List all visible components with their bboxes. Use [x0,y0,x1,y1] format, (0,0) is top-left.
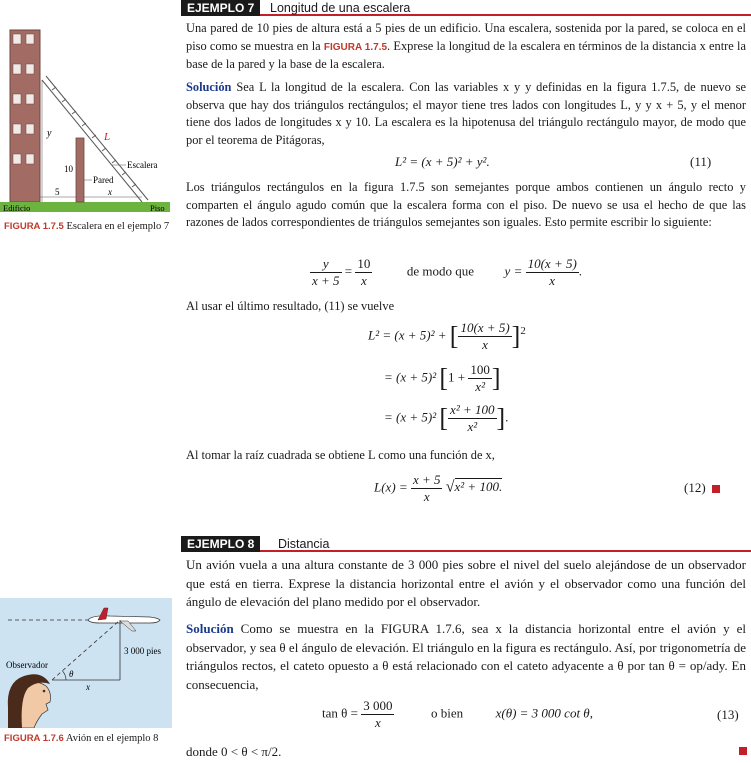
eq13-rhs: x(θ) = 3 000 cot θ, [495,705,593,721]
end-of-example-8-mark [739,747,747,755]
label-x: x [108,187,112,197]
example8-solution [186,620,746,694]
example7-para3: Al usar el último resultado, (11) se vuelve [186,299,395,313]
label-observador: Observador [6,660,48,670]
building-window [26,154,34,164]
ladder-rung [102,148,106,151]
building-window [13,64,21,74]
line2-num: 100 [470,362,490,377]
example8-header-rule [181,550,751,552]
label-piso: Piso [150,203,165,213]
equation-11: L² = (x + 5)² + y². [395,154,490,169]
derivation-line-1: L² = (x + 5)² + [ $\frac{10(x + 5)}{x}$ ]$^2$ [368,320,526,352]
line1-lhs: L² = (x + 5)² + [368,327,447,343]
line2-lhs: = (x + 5)² [384,369,437,385]
ladder-rung [122,172,126,175]
figure-1-7-5 [0,20,175,218]
final-num: x + 5 [412,472,441,487]
example7-solution-label: Solución [186,80,232,94]
line1-num: 10(x + 5) [460,320,510,335]
eq13-den: x [374,715,381,730]
example7-title: Longitud de una escalera [270,1,411,15]
label-pared: Pared [93,175,114,185]
example7-para2: Los triángulos rectángulos en la figura 1.7.5 son semejantes porque ambos contienen un ángulo recto y comparten el ángulo agudo común que la escalera forma con el piso. De nuevo se usa el hecho de que las razones de lados correspondientes de triángulos semejantes son iguales. Esto permite escribir lo siguiente: [186,180,746,230]
equation-13-number: (13) [717,707,739,722]
eq13-o-bien: o bien [430,705,464,721]
line1-den: x [482,337,488,352]
figure-1-7-6-caption [4,732,174,746]
example8-solution-text: Como se muestra en la FIGURA 1.7.6, sea x la distancia horizontal entre el avión y el observador, y sea θ el ángulo de elevación. El triángulo en la figura es rectángulo. Así, por trigonometría de triángulos rectos, el cateto opuesto a θ está relacionado con el cateto adyacente a θ por tan θ = op/ady. En consecuencia, [186,621,747,692]
figure-1-7-6 [0,598,175,728]
building-window [13,124,21,134]
example7-para4: Al tomar la raíz cuadrada se obtiene L como una función de x, [186,448,495,462]
equation-13 [322,698,593,731]
figure-1-7-5-caption-text: Escalera en el ejemplo 7 [66,221,170,232]
building-window [26,124,34,134]
final-root: x² + 100. [454,479,503,495]
example8-domain: donde 0 < θ < π/2. [186,744,282,759]
equation-12-number: (12) [684,480,706,495]
label-five: 5 [55,187,60,197]
similar-lhs-den: x + 5 [312,273,340,288]
y-num: 10(x + 5) [527,256,577,271]
example7-header-rule [181,14,751,16]
eq13-num: 3 000 [363,698,393,713]
building-window [13,154,21,164]
derivation-line-3: = (x + 5)² [ $\frac{\text{x² + 100}}{\text{x²}}$ ]. [384,402,509,434]
building-window [26,94,34,104]
figure-1-7-6-caption-label: FIGURA 1.7.6 [4,733,64,744]
similar-triangles-equation: $\frac{y}{x + 5}$ = $\frac{10}{x}$ de modo que y = $\frac{10(x + 5)}{x}$ . [312,256,583,288]
ladder-rung [52,87,56,90]
example7-label: EJEMPLO 7 [181,0,260,16]
figure-1-7-6-caption-text: Avión en el ejemplo 8 [65,733,159,744]
building-window [13,34,21,44]
line2-inner: 1 + [448,369,466,385]
label-height: 3 000 pies [124,646,161,656]
equation-11-number: (11) [690,154,712,169]
similar-rhs-den: x [361,273,367,288]
label-escalera: Escalera [127,160,158,170]
example8-label: EJEMPLO 8 [181,536,260,552]
building-window [26,34,34,44]
label-L: L [104,131,111,143]
line3-den: x² [467,419,478,434]
similar-lhs-num: y [310,256,342,273]
example8-problem: Un avión vuela a una altura constante de 3 000 pies sobre el nivel del suelo alejándose de un observador que está en tierra. Exprese la distancia horizontal entre el avión y el observador como una función del ángulo de elevación del plano medido por el observador. [186,557,746,609]
example7-solution-text: Sea L la longitud de la escalera. Con las variables x y y definidas en la figura 1.7.5, de nuevo se observa que hay dos triángulos rectángulos; el mayor tiene tres lados con longitudes L, y y x + 5, y el menor tiene dos lados de longitudes x y 10. La escalera es la hipotenusa del triángulo rectángulo mayor, de modo que por el teorema de Pitágoras, [186,80,746,147]
building-window [26,64,34,74]
y-den: x [549,273,556,288]
y-eq: y = [504,263,523,279]
final-den: x [423,489,430,504]
figure-reference: FIGURA 1.7.5 [323,41,388,53]
final-lhs: L(x) = [374,479,408,495]
building-window [13,94,21,104]
example8-title: Distancia [278,537,330,551]
label-edificio: Edificio [3,203,31,213]
label-x: x [86,682,90,692]
building [10,30,40,202]
ladder-rung [62,99,66,102]
de-modo-que: de modo que [406,263,475,279]
label-theta: θ [69,669,74,679]
label-y: y [47,128,52,139]
example7-problem: Una pared de 10 pies de altura está a 5 pies de un edificio. Una escalera, sostenida por la pared, se coloca en el piso como se muestra en la FIGURA 1.7.5. Exprese la longitud de la escalera en términos de la distancia x entre la base de la pared y la base de la escalera. [186,21,746,72]
line3-lhs: = (x + 5)² [384,409,437,425]
similar-rhs-num: 10 [357,256,371,271]
label-ten: 10 [64,164,73,174]
derivation-line-2: = (x + 5)² [1 + $\frac{100}{\text{x²}}$ ] [384,362,501,394]
equation-12: L(x) = $\frac{x + 5}{x}$ √x² + 100. [374,472,503,504]
ladder-rung [132,184,136,187]
wall [76,138,84,202]
ladder-rung [112,160,116,163]
example8-solution-label: Solución [186,621,234,636]
line2-den: x² [475,379,485,394]
line3-num: x² + 100 [450,402,495,417]
eq13-lhs: tan θ = [322,705,358,721]
example7-solution [186,79,746,149]
end-of-example-7-mark [712,485,720,493]
figure-1-7-5-caption [4,220,174,234]
figure-1-7-5-caption-label: FIGURA 1.7.5 [4,221,64,232]
